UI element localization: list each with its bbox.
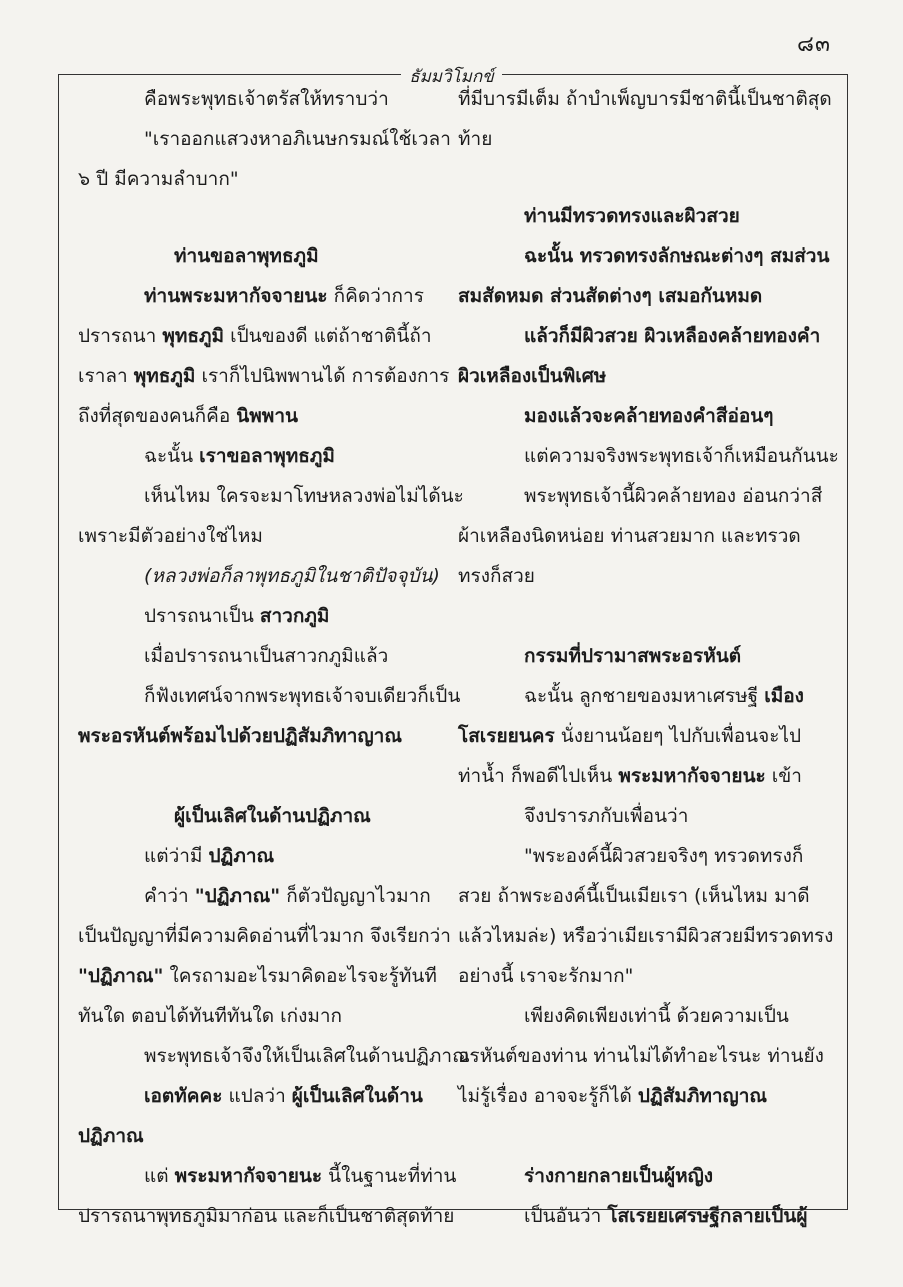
text-line: คำว่า "ปฏิภาณ" ก็ตัวปัญญาไวมาก [144,885,431,907]
text-line: ถึงที่สุดของคนก็คือ นิพพาน [78,405,298,427]
text-line: ท้าย [458,128,493,150]
text-line: "พระองค์นี้ผิวสวยจริงๆ ทรวดทรงก็ [524,845,804,867]
text-line: พระพุทธเจ้าจึงให้เป็นเลิศในด้านปฏิภาณ [144,1045,470,1067]
text-line: สมสัดหมด ส่วนสัดต่างๆ เสมอกันหมด [458,285,763,307]
text-line: ปรารถนา พุทธภูมิ เป็นของดี แต่ถ้าชาตินี้ถ้า [78,325,432,347]
section-heading: กรรมที่ปรามาสพระอรหันต์ [524,645,742,667]
text-line: เป็นปัญญาที่มีความคิดอ่านที่ไวมาก จึงเรียกว่า [78,925,451,947]
running-header [0,63,903,90]
text-line: ท่านพระมหากัจจายนะ ก็คิดว่าการ [144,285,424,307]
text-line: พระพุทธเจ้านี้ผิวคล้ายทอง อ่อนกว่าสี [524,485,823,507]
text-line: แต่ว่ามี ปฏิภาณ [144,845,275,867]
text-line: ท่าน้ำ ก็พอดีไปเห็น พระมหากัจจายนะ เข้า [458,765,802,787]
text-line: ฉะนั้น ทรวดทรงลักษณะต่างๆ สมส่วน [524,245,830,267]
text-line: แต่ พระมหากัจจายนะ นี้ในฐานะที่ท่าน [144,1165,457,1187]
text-line: เพราะมีตัวอย่างใช่ไหม [78,525,263,547]
text-line: จึงปรารภกับเพื่อนว่า [524,805,689,827]
section-heading: ท่านขอลาพุทธภูมิ [174,245,319,267]
section-heading: ร่างกายกลายเป็นผู้หญิง [524,1165,714,1187]
text-line: ทรงก็สวย [458,565,535,587]
text-line: ผ้าเหลืองนิดหน่อย ท่านสวยมาก และทรวด [458,525,801,547]
text-line: "เราออกแสวงหาอภิเนษกรมณ์ใช้เวลา [144,128,451,150]
text-line: เพียงคิดเพียงเท่านี้ ด้วยความเป็น [524,1005,789,1027]
text-line: ฉะนั้น ลูกชายของมหาเศรษฐี เมือง [524,685,804,707]
text-line: อย่างนี้ เราจะรักมาก" [458,965,634,987]
text-line: "ปฏิภาณ" ใครถามอะไรมาคิดอะไรจะรู้ทันที [78,965,437,987]
text-line: คือพระพุทธเจ้าตรัสให้ทราบว่า [144,88,389,110]
text-line: เป็นอันว่า โสเรยยเศรษฐีกลายเป็นผู้ [524,1205,808,1227]
text-line: ปรารถนาเป็น สาวกภูมิ [144,605,330,627]
section-heading: ผู้เป็นเลิศในด้านปฏิภาณ [174,805,371,827]
text-line: มองแล้วจะคล้ายทองคำสีอ่อนๆ [524,405,774,427]
text-line: ปฏิภาณ [78,1125,144,1147]
text-line: แล้วไหมล่ะ) หรือว่าเมียเรามีผิวสวยมีทรวดทรง [458,925,834,947]
text-line: ทันใด ตอบได้ทันทีทันใด เก่งมาก [78,1005,343,1027]
text-line: ก็ฟังเทศน์จากพระพุทธเจ้าจบเดียวก็เป็น [144,685,461,707]
running-header-text: ธัมมวิโมกข์ [401,67,502,87]
section-heading: ท่านมีทรวดทรงและผิวสวย [524,205,740,227]
text-line: เอตทัคคะ แปลว่า ผู้เป็นเลิศในด้าน [144,1085,423,1107]
text-line: แต่ความจริงพระพุทธเจ้าก็เหมือนกันนะ [524,445,839,467]
text-line: ไม่รู้เรื่อง อาจจะรู้ก็ได้ ปฏิสัมภิทาญาณ [458,1085,768,1107]
text-line: แล้วก็มีผิวสวย ผิวเหลืองคล้ายทองคำ [524,325,821,347]
text-line: อรหันต์ของท่าน ท่านไม่ได้ทำอะไรนะ ท่านยัง [458,1045,824,1067]
text-line: ผิวเหลืองเป็นพิเศษ [458,365,607,387]
text-line: ปรารถนาพุทธภูมิมาก่อน และก็เป็นชาติสุดท้าย [78,1205,455,1227]
page-number: ๘๓ [796,32,831,57]
text-line: ๖ ปี มีความลำบาก" [78,168,239,190]
text-line: เมื่อปรารถนาเป็นสาวกภูมิแล้ว [144,645,389,667]
text-line: สวย ถ้าพระองค์นี้เป็นเมียเรา (เห็นไหม มาดี [458,885,810,907]
text-line: โสเรยยนคร นั่งยานน้อยๆ ไปกับเพื่อนจะไป [458,725,802,747]
text-line: พระอรหันต์พร้อมไปด้วยปฏิสัมภิทาญาณ [78,725,402,747]
text-line: เห็นไหม ใครจะมาโทษหลวงพ่อไม่ได้นะ [144,485,464,507]
text-line: ฉะนั้น เราขอลาพุทธภูมิ [144,445,335,467]
text-line: เราลา พุทธภูมิ เราก็ไปนิพพานได้ การต้องการ [78,365,450,387]
text-line: ที่มีบารมีเต็ม ถ้าบำเพ็ญบารมีชาตินี้เป็นชาติสุด [458,88,832,110]
text-line: (หลวงพ่อก็ลาพุทธภูมิในชาติปัจจุบัน) [144,565,440,587]
